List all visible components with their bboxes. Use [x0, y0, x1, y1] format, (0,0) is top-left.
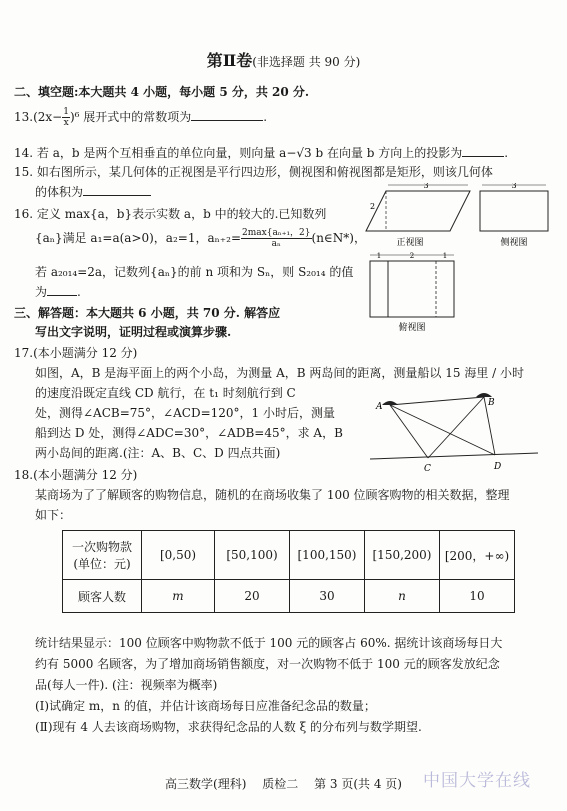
title-main: 第Ⅱ卷 [206, 51, 253, 70]
question-13: 13.(2x− $\frac{1}{x}$ )⁶ 展开式中的常数项为 . [14, 107, 268, 128]
segment-ac [390, 405, 428, 458]
q13-frac-den: x [63, 118, 69, 128]
count-cell: n [365, 580, 440, 613]
table-row [63, 580, 515, 613]
point-c-label: C [424, 464, 431, 474]
q17-line4: 船到达 D 处，测得∠ADC=30°，∠ADB=45°，求 A，B [35, 426, 343, 440]
q15-line1: 15. 如右图所示，某几何体的正视图是平行四边形，侧视图和俯视图都是矩形，则该几何体 [14, 165, 493, 179]
q14-text: 14. 若 a，b 是两个互相垂直的单位向量，则向量 a−√3 b 在向量 b 方向上的投影为 [14, 146, 463, 160]
count-cell: m [142, 580, 215, 613]
islands-figure [370, 385, 540, 475]
footer-exam: 质检二 [262, 777, 299, 791]
q17-line2: 的速度沿既定直线 CD 航行，在 t₁ 时刻航行到 C [35, 386, 296, 400]
point-b-label: B [488, 398, 495, 408]
q18-header: 18.(本小题满分 12 分) [14, 468, 138, 482]
q16-line3: 若 a₂₀₁₄=2a，记数列{aₙ}的前 n 项和为 Sₙ，则 S₂₀₁₄ 的值 [35, 265, 354, 279]
range-cell: [50,100) [215, 531, 290, 580]
q16-fraction [241, 228, 312, 249]
range-cell: [150,200) [365, 531, 440, 580]
front-dim-2: 2 [370, 202, 376, 211]
footer-subject: 高三数学(理科) [165, 777, 247, 791]
q16-line1: 16. 定义 max{a，b}表示实数 a，b 中的较大的.已知数列 [14, 207, 327, 221]
q18-after1: 统计结果显示：100 位顾客中购物款不低于 100 元的顾客占 60%. 据统计该商场每日大 [35, 636, 503, 650]
section3-line1: 三、解答题：本大题共 6 小题，共 70 分. 解答应 [14, 306, 281, 320]
q13-answer-blank[interactable] [191, 109, 263, 121]
table-row-header-amount [63, 531, 142, 580]
route-line-cd [370, 453, 538, 459]
title-sub: (非选择题 共 90 分) [252, 55, 361, 69]
section3-line2: 写出文字说明，证明过程或演算步骤. [35, 325, 232, 339]
side-view-label: 侧视图 [500, 238, 528, 248]
q17-line5: 两小岛间的距离.(注：A、B、C、D 四点共面) [35, 446, 281, 460]
top-dim-1b: 1 [442, 252, 448, 260]
q16-frac-num: 2max{aₙ₊₁，2} [242, 228, 311, 238]
count-cell: 10 [440, 580, 515, 613]
range-cell: [200，+∞) [440, 531, 515, 580]
top-dim-1a: 1 [376, 252, 382, 260]
segment-ab [390, 397, 484, 405]
watermark-logo: 中国大学在线 [423, 771, 531, 791]
side-dim-3: 3 [511, 183, 517, 190]
range-cell: [100,150) [290, 531, 365, 580]
q16-line2 [35, 228, 366, 249]
q15-line2 [35, 183, 151, 200]
top-dim-2: 2 [409, 252, 415, 260]
q13-number: 13. [14, 110, 34, 124]
island-b-icon [476, 393, 492, 397]
count-cell: 30 [290, 580, 365, 613]
front-view-parallelogram [366, 191, 470, 231]
q16-line4: 为 . [35, 285, 81, 299]
q18-after2: 约有 5000 名顾客，为了增加商场销售额度，对一次购物不低于 100 元的顾客发放纪念 [35, 657, 500, 671]
side-view-rect [480, 191, 548, 231]
footer-page: 第 3 页(共 4 页) [314, 777, 402, 791]
table-row [63, 531, 515, 580]
question-14: 14. 若 a，b 是两个互相垂直的单位向量，则向量 a−√3 b 在向量 b 方向上的投影为 . [14, 146, 509, 160]
q18-line2: 如下： [35, 508, 72, 522]
section2-heading: 二、填空题:本大题共 4 小题，每小题 5 分，共 20 分. [14, 85, 310, 99]
q13-expr-a: (2x− [33, 110, 63, 124]
range-cell: [0,50) [142, 531, 215, 580]
q16-line4-text: 为 [35, 285, 48, 299]
q15-answer-blank[interactable] [83, 184, 151, 196]
top-view-label: 俯视图 [398, 323, 426, 333]
q13-fraction [62, 107, 70, 128]
three-view-figure [358, 183, 558, 333]
front-dim-3: 3 [423, 183, 429, 190]
amount-header-line1: 一次购物款 [71, 540, 132, 554]
section-title [0, 48, 567, 71]
q16-answer-blank[interactable] [47, 284, 77, 296]
q18-line1: 某商场为了了解顾客的购物信息，随机的在商场收集了 100 位顾客购物的相关数据，整理 [35, 488, 510, 502]
point-d-label: D [494, 462, 502, 472]
q14-answer-blank[interactable] [462, 145, 504, 157]
q17-line3: 处，测得∠ACB=75°，∠ACD=120°，1 小时后，测量 [35, 406, 335, 420]
purchase-stats-table [62, 530, 515, 613]
q16-line2a: {aₙ}满足 a₁=a(a>0)，a₂=1，aₙ₊₂= [35, 231, 242, 245]
q16-frac-den: aₙ [271, 239, 281, 249]
q15-line2-text: 的体积为 [35, 185, 84, 199]
q18-part2: (Ⅱ)现有 4 人去该商场购物，求获得纪念品的人数 ξ 的分布列与数学期望. [35, 720, 422, 734]
q17-header: 17.(本小题满分 12 分) [14, 346, 138, 360]
q17-line1: 如图，A，B 是海平面上的两个小岛，为测量 A，B 两岛间的距离，测量船以 15 海里 / 小时 [35, 366, 524, 380]
top-view-rect [370, 261, 454, 317]
front-view-label: 正视图 [396, 238, 424, 248]
amount-header-line2: (单位：元) [73, 557, 131, 571]
segment-ad [390, 405, 495, 455]
q18-after3: 品(每人一件). (注：视频率为概率) [35, 678, 218, 692]
table-row-header-count: 顾客人数 [63, 580, 142, 613]
count-cell: 20 [215, 580, 290, 613]
q13-frac-num: 1 [63, 107, 69, 117]
q16-line2b: (n∈N*)， [311, 231, 366, 245]
q18-part1: (Ⅰ)试确定 m，n 的值，并估计该商场每日应准备纪念品的数量； [35, 699, 376, 713]
point-a-label: A [376, 402, 383, 412]
q13-expr-b: )⁶ 展开式中的常数项为 [69, 110, 192, 124]
